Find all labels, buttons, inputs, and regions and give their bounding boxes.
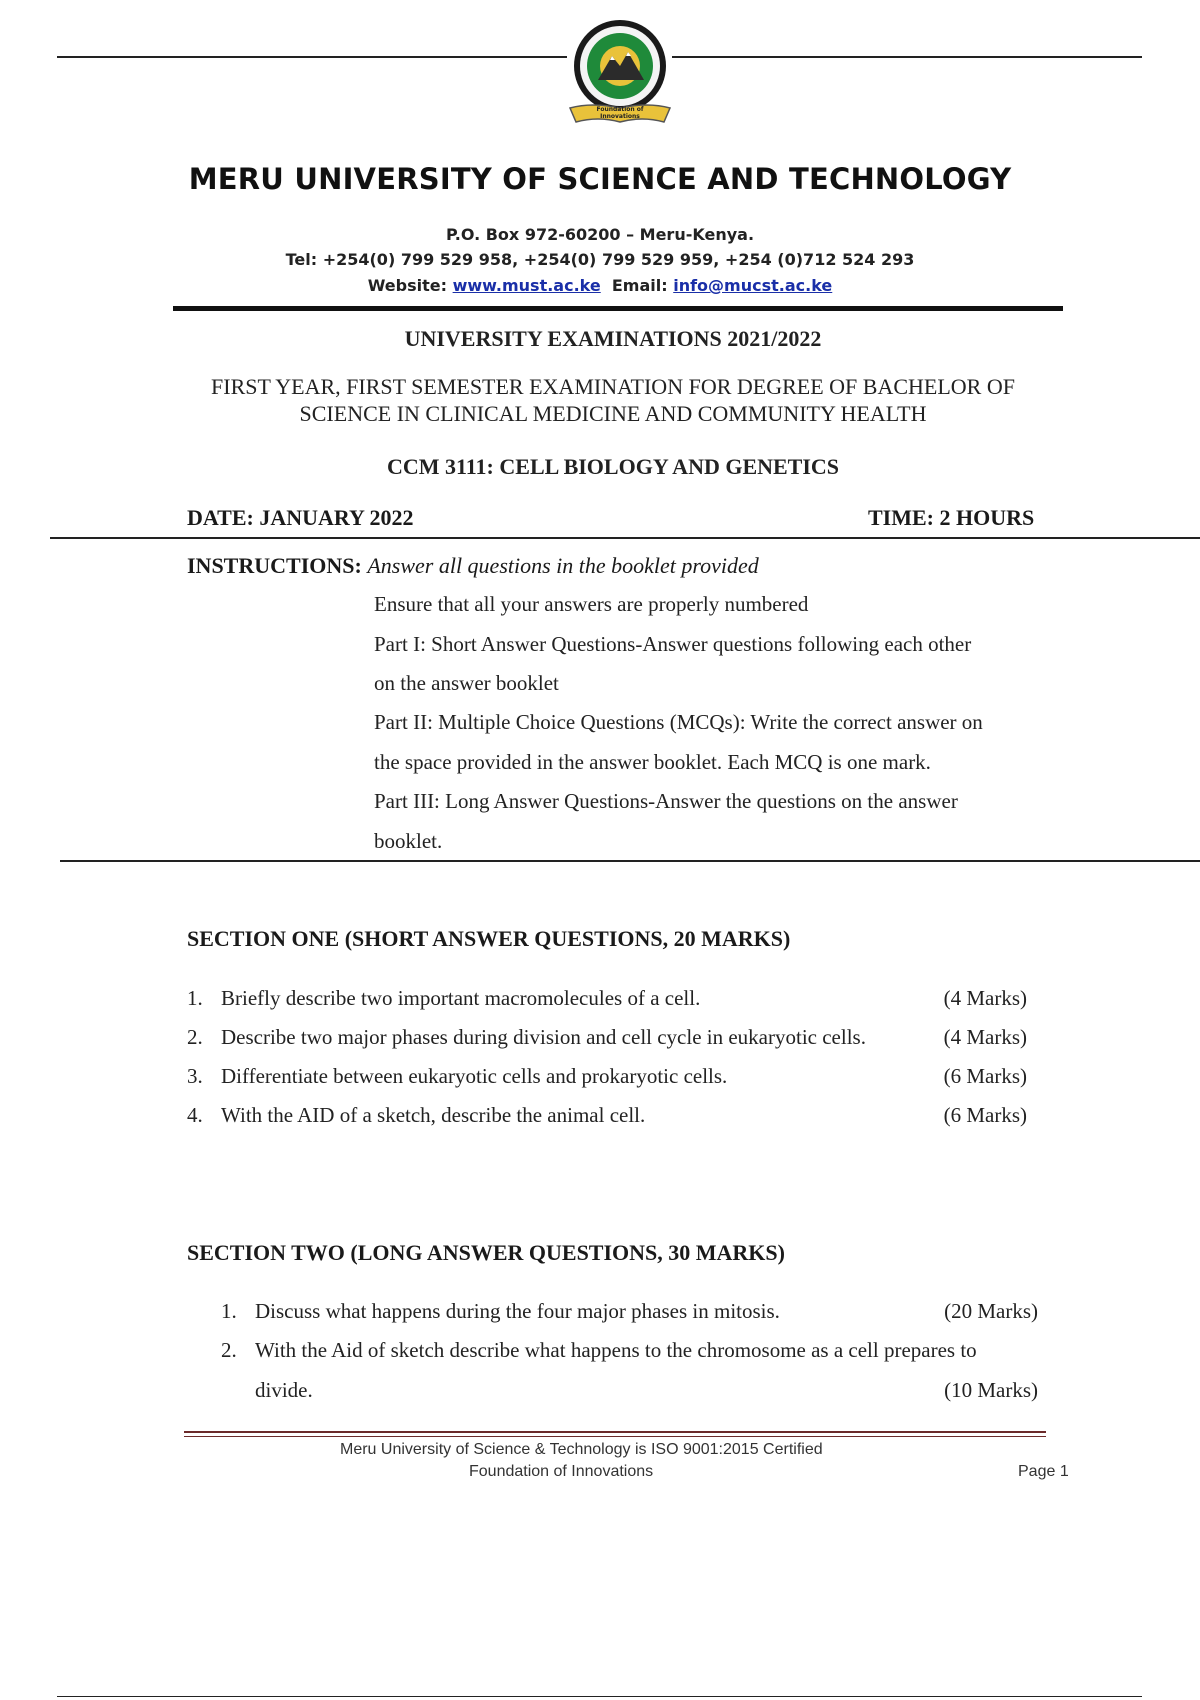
question-number: 1. bbox=[187, 986, 203, 1010]
po-box: P.O. Box 972-60200 – Meru-Kenya. bbox=[445, 225, 755, 244]
email-label: Email: bbox=[611, 276, 668, 295]
question-text-continued: divide. bbox=[255, 1378, 313, 1402]
question-text: Briefly describe two important macromolecules of a cell. bbox=[221, 986, 701, 1010]
question-number: 4. bbox=[187, 1103, 203, 1127]
footer-rule-bottom bbox=[184, 1436, 1046, 1437]
instructions-heading bbox=[187, 553, 759, 579]
section-two-title: SECTION TWO (LONG ANSWER QUESTIONS, 30 MARKS) bbox=[187, 1240, 785, 1265]
question-marks: (4 Marks) bbox=[943, 986, 1027, 1010]
telephone: Tel: +254(0) 799 529 958, +254(0) 799 529 959, +254 (0)712 524 293 bbox=[285, 250, 915, 269]
top-rule-left bbox=[57, 56, 567, 58]
exam-time: TIME: 2 HOURS bbox=[868, 505, 1035, 530]
instruction-line: Part II: Multiple Choice Questions (MCQs): Write the correct answer on bbox=[374, 710, 983, 734]
footer-rule-top bbox=[184, 1431, 1046, 1433]
question-marks: (6 Marks) bbox=[943, 1103, 1027, 1127]
instruction-line: on the answer booklet bbox=[374, 671, 559, 695]
instruction-line: the space provided in the answer booklet. Each MCQ is one mark. bbox=[374, 750, 931, 774]
section-one-title: SECTION ONE (SHORT ANSWER QUESTIONS, 20 MARKS) bbox=[187, 926, 791, 951]
exam-title: UNIVERSITY EXAMINATIONS 2021/2022 bbox=[404, 326, 822, 351]
question-marks: (6 Marks) bbox=[943, 1064, 1027, 1088]
website-link[interactable]: www.must.ac.ke bbox=[452, 276, 601, 295]
program-line-2: SCIENCE IN CLINICAL MEDICINE AND COMMUNITY HEALTH bbox=[299, 401, 927, 426]
question-number: 2. bbox=[221, 1338, 237, 1362]
top-rule-right bbox=[672, 56, 1142, 58]
rule-above-instructions bbox=[50, 537, 1200, 539]
instructions-first: Answer all questions in the booklet provided bbox=[367, 553, 759, 578]
instruction-line: Part I: Short Answer Questions-Answer questions following each other bbox=[374, 632, 972, 656]
email-link[interactable]: info@mucst.ac.ke bbox=[673, 276, 833, 295]
question-text: With the AID of a sketch, describe the animal cell. bbox=[221, 1103, 646, 1127]
footer-motto: Foundation of Innovations bbox=[469, 1463, 654, 1480]
course-title: CCM 3111: CELL BIOLOGY AND GENETICS bbox=[386, 454, 840, 479]
instructions-label: INSTRUCTIONS: bbox=[187, 553, 362, 578]
question-number: 2. bbox=[187, 1025, 203, 1049]
web-email-line bbox=[0, 276, 1200, 295]
question-text: With the Aid of sketch describe what happens to the chromosome as a cell prepares to bbox=[255, 1338, 977, 1362]
question-number: 1. bbox=[221, 1299, 237, 1323]
program-line-1: FIRST YEAR, FIRST SEMESTER EXAMINATION FOR DEGREE OF BACHELOR OF bbox=[211, 374, 1015, 399]
question-number: 3. bbox=[187, 1064, 203, 1088]
question-marks: (4 Marks) bbox=[943, 1025, 1027, 1049]
logo-motto: Foundation of Innovations bbox=[596, 106, 644, 120]
header-thick-rule bbox=[173, 306, 1063, 311]
question-text: Describe two major phases during division and cell cycle in eukaryotic cells. bbox=[221, 1025, 866, 1049]
instruction-line: Part III: Long Answer Questions-Answer the questions on the answer bbox=[374, 789, 958, 813]
question-marks: (20 Marks) bbox=[944, 1299, 1038, 1323]
rule-below-instructions bbox=[60, 860, 1200, 862]
university-name: MERU UNIVERSITY OF SCIENCE AND TECHNOLOGY bbox=[188, 162, 1012, 196]
question-text: Differentiate between eukaryotic cells and prokaryotic cells. bbox=[221, 1064, 728, 1088]
exam-date: DATE: JANUARY 2022 bbox=[187, 505, 414, 530]
instruction-line: booklet. bbox=[374, 829, 443, 853]
footer-iso: Meru University of Science & Technology is ISO 9001:2015 Certified bbox=[340, 1441, 823, 1458]
question-marks: (10 Marks) bbox=[944, 1378, 1038, 1402]
instruction-line: Ensure that all your answers are properly numbered bbox=[374, 592, 809, 616]
page-number: Page 1 bbox=[1018, 1463, 1069, 1480]
website-label: Website: bbox=[367, 276, 448, 295]
bottom-rule bbox=[57, 1696, 1142, 1697]
question-text: Discuss what happens during the four major phases in mitosis. bbox=[255, 1299, 780, 1323]
